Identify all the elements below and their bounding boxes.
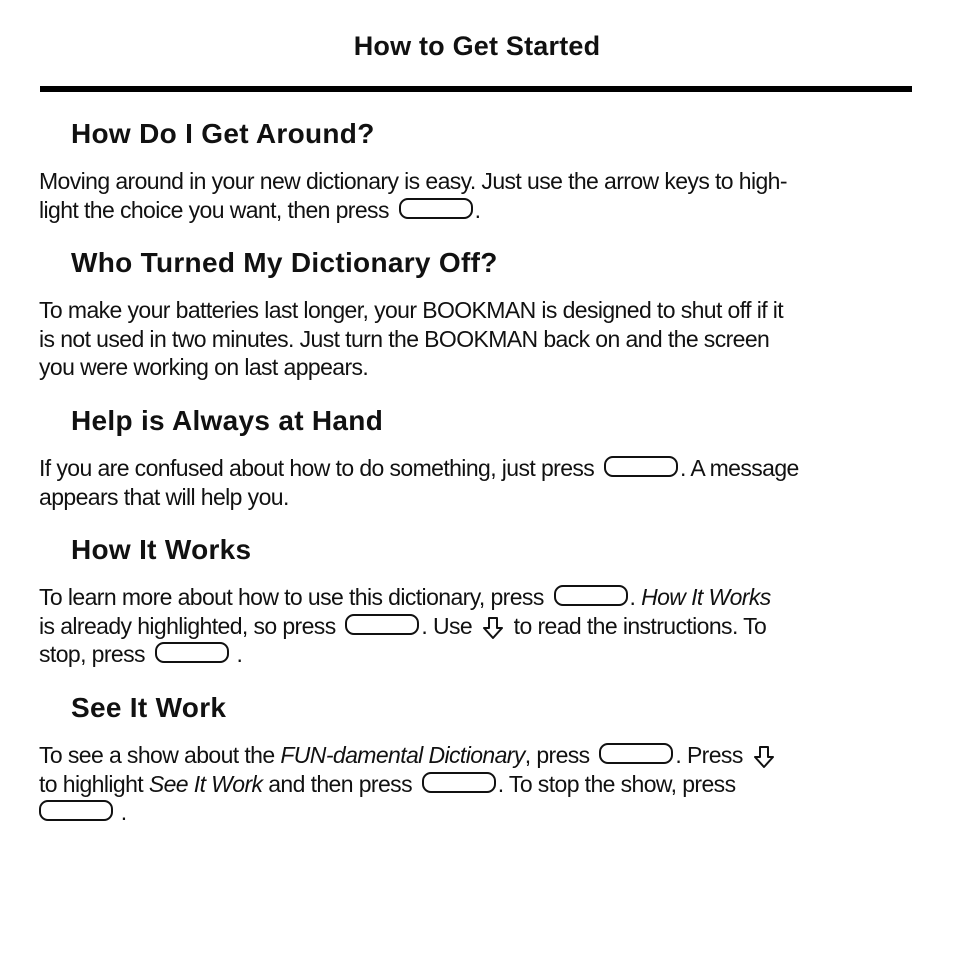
body-text: . [120,799,127,825]
page-title: How to Get Started [353,31,601,61]
body-text: and then press [268,770,412,797]
section-body [39,583,869,669]
enter-key-icon [422,772,496,793]
body-text: . [236,641,243,667]
body-text: to read the instructions. To [513,612,767,639]
section-heading: Help is Always at Hand [71,405,384,436]
body-text: . Press [675,742,743,768]
body-text: . To stop the show, press [497,770,736,797]
emphasis-text: FUN-damental Dictionary [280,742,525,768]
clear-key-icon [39,800,113,821]
body-text: . [629,584,636,610]
section-body [39,296,869,382]
body-text: To see a show about the [39,742,275,768]
section-body [39,741,869,827]
body-text: To make your batteries last longer, your BOOKMAN is designed to shut off if it [39,297,784,323]
emphasis-text: See It Work [148,770,263,797]
body-text: . Use [421,612,473,639]
body-text: Moving around in your new dictionary is easy. Just use the arrow keys to high- [39,168,787,194]
menu-key-icon [554,585,628,606]
emphasis-text: How It Works [641,584,771,610]
body-text: light the choice you want, then press [39,196,389,223]
body-text: If you are confused about how to do something, just press [39,455,595,481]
enter-key-icon [399,198,473,219]
body-text: appears that will help you. [39,483,289,510]
section-heading: See It Work [71,692,227,723]
body-text: is already highlighted, so press [39,612,336,639]
section-heading: How It Works [71,534,252,565]
body-text: . A message [680,455,799,481]
body-text: you were working on last appears. [39,354,369,380]
section-body [39,454,869,511]
help-key-icon [604,456,678,477]
down-arrow-icon [753,745,775,769]
body-text: To learn more about how to use this dictionary, press [39,584,544,610]
section-body [39,167,869,224]
header-divider [40,86,912,92]
body-text: . [474,196,481,223]
down-arrow-icon [482,616,504,640]
clear-key-icon [155,642,229,663]
body-text: is not used in two minutes. Just turn the BOOKMAN back on and the screen [39,325,770,352]
body-text: , press [524,742,590,768]
enter-key-icon [345,614,419,635]
section-heading: Who Turned My Dictionary Off? [71,247,498,278]
body-text: to highlight [39,770,144,797]
body-text: stop, press [39,641,145,667]
menu-key-icon [599,743,673,764]
section-heading: How Do I Get Around? [71,118,375,149]
